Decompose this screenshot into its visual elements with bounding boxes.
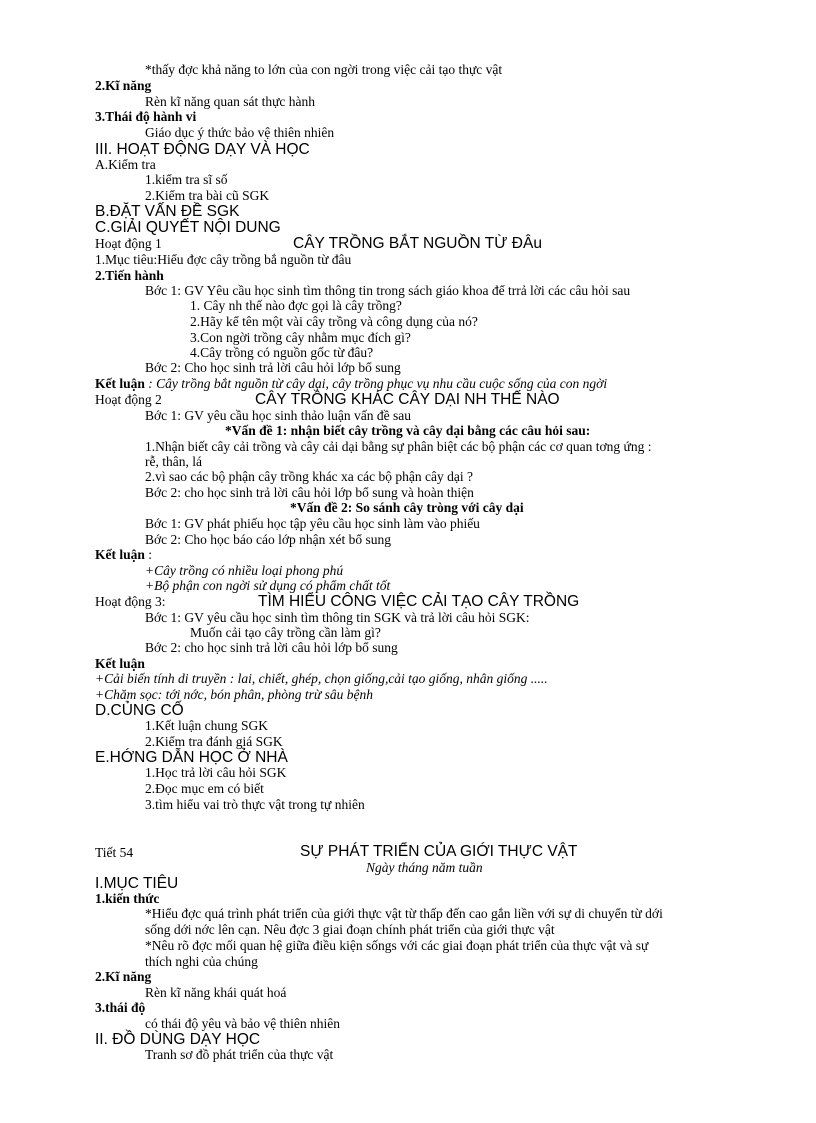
text-line: 2.Hãy kể tên một vài cây trồng và công dụng của nó? <box>190 314 478 329</box>
text-line: 2.Kiểm tra bài cũ SGK <box>145 188 270 203</box>
text-line: sống dới nớc lên cạn. Nêu đợc 3 giai đoạn chính phát triển của giới thực vật <box>145 922 555 937</box>
conclusion-line <box>95 376 607 392</box>
lesson-number: Tiết 54 <box>95 845 134 860</box>
conclusion-text: : Cây trồng bắt nguồn từ cây dại, cây trồng phục vụ nhu cầu cuộc sống của con ngời <box>144 376 608 391</box>
issue-heading: *Vấn đề 1: nhận biết cây trồng và cây dại bằng các câu hỏi sau: <box>225 423 591 438</box>
conclusion-label: Kết luận <box>95 376 145 391</box>
section-heading: 1.kiến thức <box>95 891 160 906</box>
conclusion-line <box>95 547 152 563</box>
text-line: 2.Kiểm tra đánh giá SGK <box>145 734 283 749</box>
text-line: Bớc 2: Cho học sinh trả lời câu hỏi lớp bổ sung <box>145 360 401 375</box>
text-line: Bớc 2: cho học sinh trả lời câu hỏi lớp bổ sung và hoàn thiện <box>145 485 474 500</box>
text-line: 1.Kết luận chung SGK <box>145 718 268 733</box>
text-line: Bớc 2: cho học sinh trả lời câu hỏi lớp bổ sung <box>145 640 398 655</box>
conclusion-colon: : <box>144 547 153 562</box>
text-line: Bớc 2: Cho học báo cáo lớp nhận xét bổ sung <box>145 532 391 547</box>
section-heading: 2.Kĩ năng <box>95 969 152 984</box>
text-line: Bớc 1: GV phát phiếu học tập yêu cầu học sinh làm vào phiếu <box>145 516 480 531</box>
text-line: +Chăm sọc: tới nớc, bón phân, phòng trừ sâu bệnh <box>95 687 373 702</box>
text-line: Tranh sơ đồ phát triển của thực vật <box>145 1047 334 1062</box>
text-line: rễ, thân, lá <box>145 454 202 469</box>
section-heading: 3.thái độ <box>95 1000 146 1015</box>
text-line: 1.Nhận biết cây cải trồng và cây cải dại bằng sự phân biệt các bộ phận các cơ quan tơng ứng : <box>145 439 652 454</box>
activity-label: Hoạt động 1 <box>95 236 162 251</box>
section-heading: B.ĐẶT VẤN ĐỀ SGK <box>95 203 240 220</box>
section-heading: D.CỦNG CỐ <box>95 702 184 719</box>
text-line: 4.Cây trồng có nguồn gốc từ đâu? <box>190 345 374 360</box>
text-line: 1.kiểm tra sĩ số <box>145 172 228 187</box>
text-line: 1.Học trả lời câu hỏi SGK <box>145 765 287 780</box>
section-heading: II. ĐỒ DÙNG DẠY HỌC <box>95 1031 261 1048</box>
text-line: +Cây trồng có nhiều loại phong phú <box>145 563 344 578</box>
text-line: có thái độ yêu và bảo vệ thiên nhiên <box>145 1016 340 1031</box>
text-line: 1. Cây nh thế nào đợc gọi là cây trồng? <box>190 298 402 313</box>
text-line: *Hiểu đợc quá trình phát triển của giới thực vật từ thấp đến cao gắn liền với sự di chuyển từ dới <box>145 906 663 921</box>
section-heading: E.HỚNG DẪN HỌC Ở NHÀ <box>95 749 288 766</box>
text-line: 2.Đọc mục em có biết <box>145 781 264 796</box>
text-line: thích nghi của chúng <box>145 954 258 969</box>
activity-title: TÌM HIỂU CÔNG VIỆC CẢI TẠO CÂY TRỒNG <box>258 593 580 610</box>
text-line: 3.Con ngời trồng cây nhằm mục đích gì? <box>190 330 411 345</box>
text-line: Bớc 1: GV yêu cầu học sinh tìm thông tin SGK và trả lời câu hỏi SGK: <box>145 610 530 625</box>
activity-label: Hoạt động 3: <box>95 594 166 609</box>
section-heading: 3.Thái độ hành vi <box>95 109 197 124</box>
lesson-title: SỰ PHÁT TRIỂN CỦA GIỚI THỰC VẬT <box>300 843 578 860</box>
text-line: *Nêu rõ đợc mối quan hệ giữa điều kiện sốngs với các giai đoạn phát triển của thực vật và sự <box>145 938 649 953</box>
issue-heading: *Vấn đề 2: So sánh cây tròng với cây dại <box>290 500 524 515</box>
text-line: Rèn kĩ năng quan sát thực hành <box>145 94 316 109</box>
text-line: Giáo dục ý thức bảo vệ thiên nhiên <box>145 125 335 140</box>
section-heading: 2.Tiến hành <box>95 268 164 283</box>
text-line: *thấy đợc khả năng to lớn của con ngời trong việc cải tạo thực vật <box>145 62 503 77</box>
section-heading: 2.Kĩ năng <box>95 78 152 93</box>
section-heading: III. HOẠT ĐỘNG DẠY VÀ HỌC <box>95 141 310 158</box>
text-line: Bớc 1: GV Yêu cầu học sinh tìm thông tin trong sách giáo khoa để trrả lời các câu hỏi sau <box>145 283 631 298</box>
text-line: 1.Mục tiêu:Hiểu đợc cây trồng bắ nguồn từ đâu <box>95 252 352 267</box>
activity-title: CÂY TRỒNG KHÁC CÂY DẠI NH THẾ NÀO <box>255 391 560 408</box>
text-line: Bớc 1: GV yêu cầu học sinh thảo luận vấn đề sau <box>145 408 411 423</box>
text-line: 3.tìm hiểu vai trò thực vật trong tự nhiên <box>145 797 365 812</box>
text-line: 2.vì sao các bộ phận cây trồng khác xa các bộ phận cây dại ? <box>145 469 473 484</box>
text-line: +Bộ phận con ngời sử dụng có phẩm chất tốt <box>145 578 391 593</box>
section-heading: I.MỤC TIÊU <box>95 875 179 892</box>
section-heading: C.GIẢI QUYẾT NỘI DUNG <box>95 219 281 236</box>
activity-label: Hoạt động 2 <box>95 392 162 407</box>
conclusion-label: Kết luận <box>95 656 145 671</box>
text-line: Rèn kĩ năng khái quát hoá <box>145 985 287 1000</box>
date-line: Ngày tháng năm tuần <box>366 860 483 875</box>
text-line: Muốn cải tạo cây trồng cần làm gì? <box>190 625 381 640</box>
text-line: A.Kiểm tra <box>95 157 156 172</box>
activity-title: CÂY TRỒNG BẮT NGUỒN TỪ ĐÂu <box>293 235 542 252</box>
conclusion-label: Kết luận <box>95 547 145 562</box>
text-line: +Cải biến tính di truyền : lai, chiết, ghép, chọn giống,cải tạo giống, nhân giống ..... <box>95 671 548 686</box>
